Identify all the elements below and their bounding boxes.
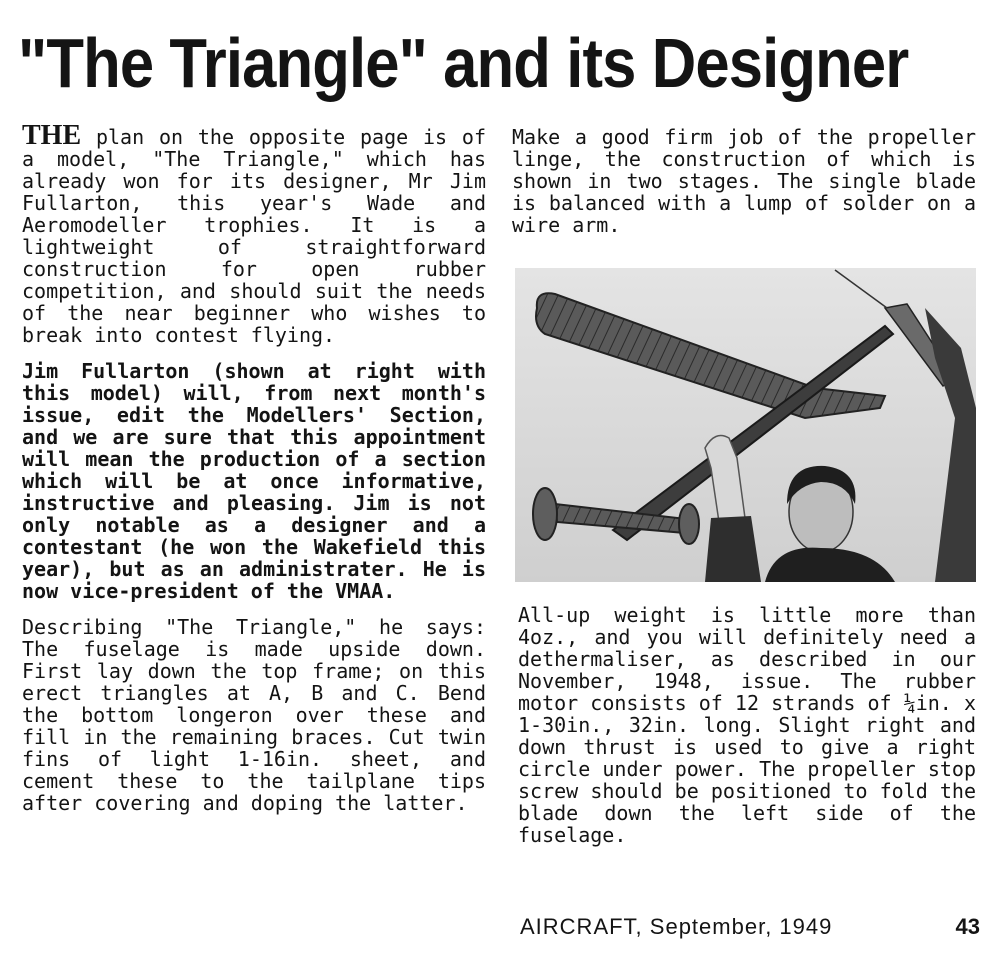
right-column-bottom <box>518 604 976 846</box>
model-aircraft-photo <box>515 268 976 582</box>
publication-source: AIRCRAFT, September, 1949 <box>520 914 833 939</box>
weight-paragraph: All-up weight is little more than 4oz., and you will definitely need a dethermaliser, as described in our November, 1948, issue. The rubber motor consists of 12 strands of ¼in. x 1-30in., 32in. long. Slight right and down thrust is used to give a right circle under power. The propeller stop screw should be positioned to fold the blade down the left side of the fuselage. <box>518 603 976 847</box>
drop-cap: THE <box>22 120 82 151</box>
fin-right <box>679 504 699 544</box>
page-number: 43 <box>955 914 980 939</box>
designer-announcement-paragraph: Jim Fullarton (shown at right with this model) will, from next month's issue, edit the Modellers' Section, and we are sure that this appointment will mean the production of a section which will be at once informative, instructive and pleasing. Jim is not only notable as a designer and a contestant (he won the Wakefield this year), but as an administrater. He is now vice-president of the VMAA. <box>22 359 486 603</box>
fin-left <box>533 488 557 540</box>
page-footer <box>520 914 980 944</box>
left-column <box>22 120 486 815</box>
photo-illustration <box>515 268 976 582</box>
intro-paragraph <box>22 120 486 347</box>
right-column-top <box>512 126 976 236</box>
article-headline: "The Triangle" and its Designer <box>18 24 909 102</box>
intro-text: plan on the opposite page is of a model, "The Triangle," which has already won for its designer, Mr Jim Fullarton, this year's Wade and Aeromodeller trophies. It is a lightweight of straightforward construction for open rubber competition, and should suit the needs of the near beginner who wishes to break into contest flying. <box>22 125 486 347</box>
construction-paragraph: Describing "The Triangle," he says: The fuselage is made upside down. First lay down the top frame; on this erect triangles at A, B and C. Bend the bottom longeron over these and fill in the remaining braces. Cut twin fins of light 1-16in. sheet, and cement these to the tailplane tips after covering and doping the latter. <box>22 615 486 815</box>
propeller-paragraph: Make a good firm job of the propeller linge, the construction of which is shown in two stages. The single blade is balanced with a lump of solder on a wire arm. <box>512 125 976 237</box>
